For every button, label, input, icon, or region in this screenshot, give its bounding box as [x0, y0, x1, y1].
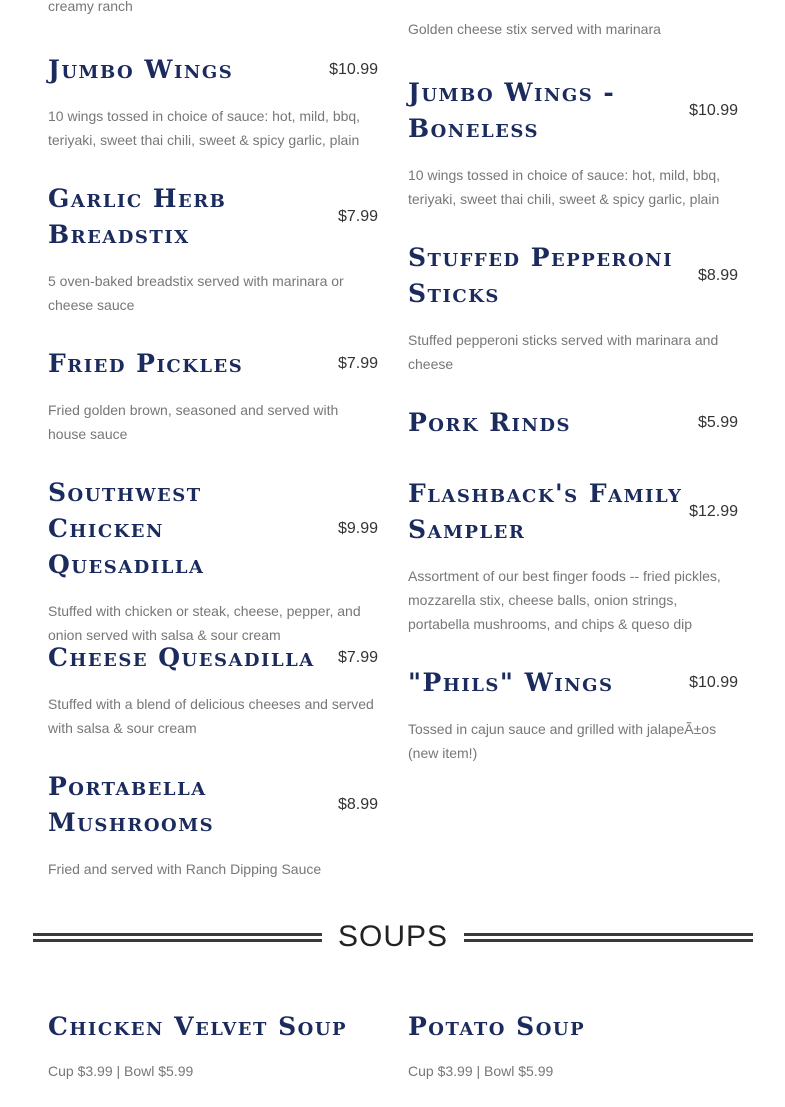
item-price: $9.99	[337, 520, 378, 537]
item-name: Fried Pickles	[48, 349, 244, 378]
item-name: Pork Rinds	[408, 408, 572, 437]
item-price: $10.99	[689, 674, 738, 691]
item-price: $5.99	[697, 414, 738, 431]
item-description: 10 wings tossed in choice of sauce: hot, mild, bbq, teriyaki, sweet thai chili, sweet & spicy garlic, plain	[48, 108, 361, 148]
divider	[464, 933, 753, 942]
item-price: $7.99	[337, 208, 378, 225]
menu-item	[48, 181, 378, 317]
item-description: 5 oven-baked breadstix served with marinara or cheese sauce	[48, 273, 344, 313]
item-description: Cup $3.99 | Bowl $5.99	[48, 1063, 194, 1079]
item-name: Southwest Chicken Quesadilla	[48, 478, 205, 579]
item-description: 10 wings tossed in choice of sauce: hot, mild, bbq, teriyaki, sweet thai chili, sweet & spicy garlic, plain	[408, 167, 721, 207]
menu-item	[408, 240, 738, 376]
menu-item	[48, 52, 378, 152]
menu-item	[48, 640, 378, 740]
item-description: Fried and served with Ranch Dipping Sauce	[48, 861, 322, 877]
item-price: $7.99	[337, 355, 378, 372]
menu-item	[48, 346, 378, 446]
item-price: $8.99	[337, 796, 378, 813]
item-name: Portabella Mushrooms	[48, 772, 215, 837]
menu-item	[408, 476, 738, 636]
item-name: Garlic Herb Breadstix	[48, 184, 227, 249]
item-description: Cup $3.99 | Bowl $5.99	[408, 1063, 554, 1079]
item-name: Stuffed Pepperoni Sticks	[408, 243, 674, 308]
item-price: $10.99	[329, 61, 378, 78]
item-name: Jumbo Wings - Boneless	[408, 78, 616, 143]
item-name: Flashback's Family Sampler	[408, 479, 683, 544]
item-name: Jumbo Wings	[48, 55, 234, 84]
item-name: "Phils" Wings	[408, 668, 614, 697]
item-description: Fried golden brown, seasoned and served with house sauce	[48, 402, 339, 442]
menu-item	[408, 665, 738, 765]
item-price: $12.99	[689, 503, 738, 520]
menu-item	[48, 769, 378, 881]
item-name: Cheese Quesadilla	[48, 643, 315, 672]
item-description: Assortment of our best finger foods -- fried pickles, mozzarella stix, cheese balls, onion strings, portabella mushrooms, and chips & queso dip	[408, 568, 721, 632]
menu-item	[408, 75, 738, 211]
item-description: Stuffed with chicken or steak, cheese, pepper, and onion served with salsa & sour cream	[48, 603, 361, 643]
divider	[33, 933, 322, 942]
section-header-soups	[33, 915, 753, 959]
menu-item	[48, 475, 378, 647]
item-description: Stuffed pepperoni sticks served with marinara and cheese	[408, 332, 719, 372]
item-name: Chicken Velvet Soup	[48, 1012, 348, 1041]
section-title: SOUPS	[337, 920, 449, 953]
item-description: Tossed in cajun sauce and grilled with jalapeÃ±os (new item!)	[408, 721, 717, 761]
item-description: Stuffed with a blend of delicious cheeses and served with salsa & sour cream	[48, 696, 374, 736]
menu-item	[408, 405, 738, 441]
item-description: Golden cheese stix served with marinara	[408, 21, 661, 37]
item-name: Potato Soup	[408, 1012, 586, 1041]
menu-item	[408, 1009, 738, 1083]
item-price: $8.99	[697, 267, 738, 284]
item-description: creamy ranch	[48, 0, 133, 14]
item-price: $7.99	[337, 649, 378, 666]
item-price: $10.99	[689, 102, 738, 119]
menu-item	[48, 1009, 378, 1083]
